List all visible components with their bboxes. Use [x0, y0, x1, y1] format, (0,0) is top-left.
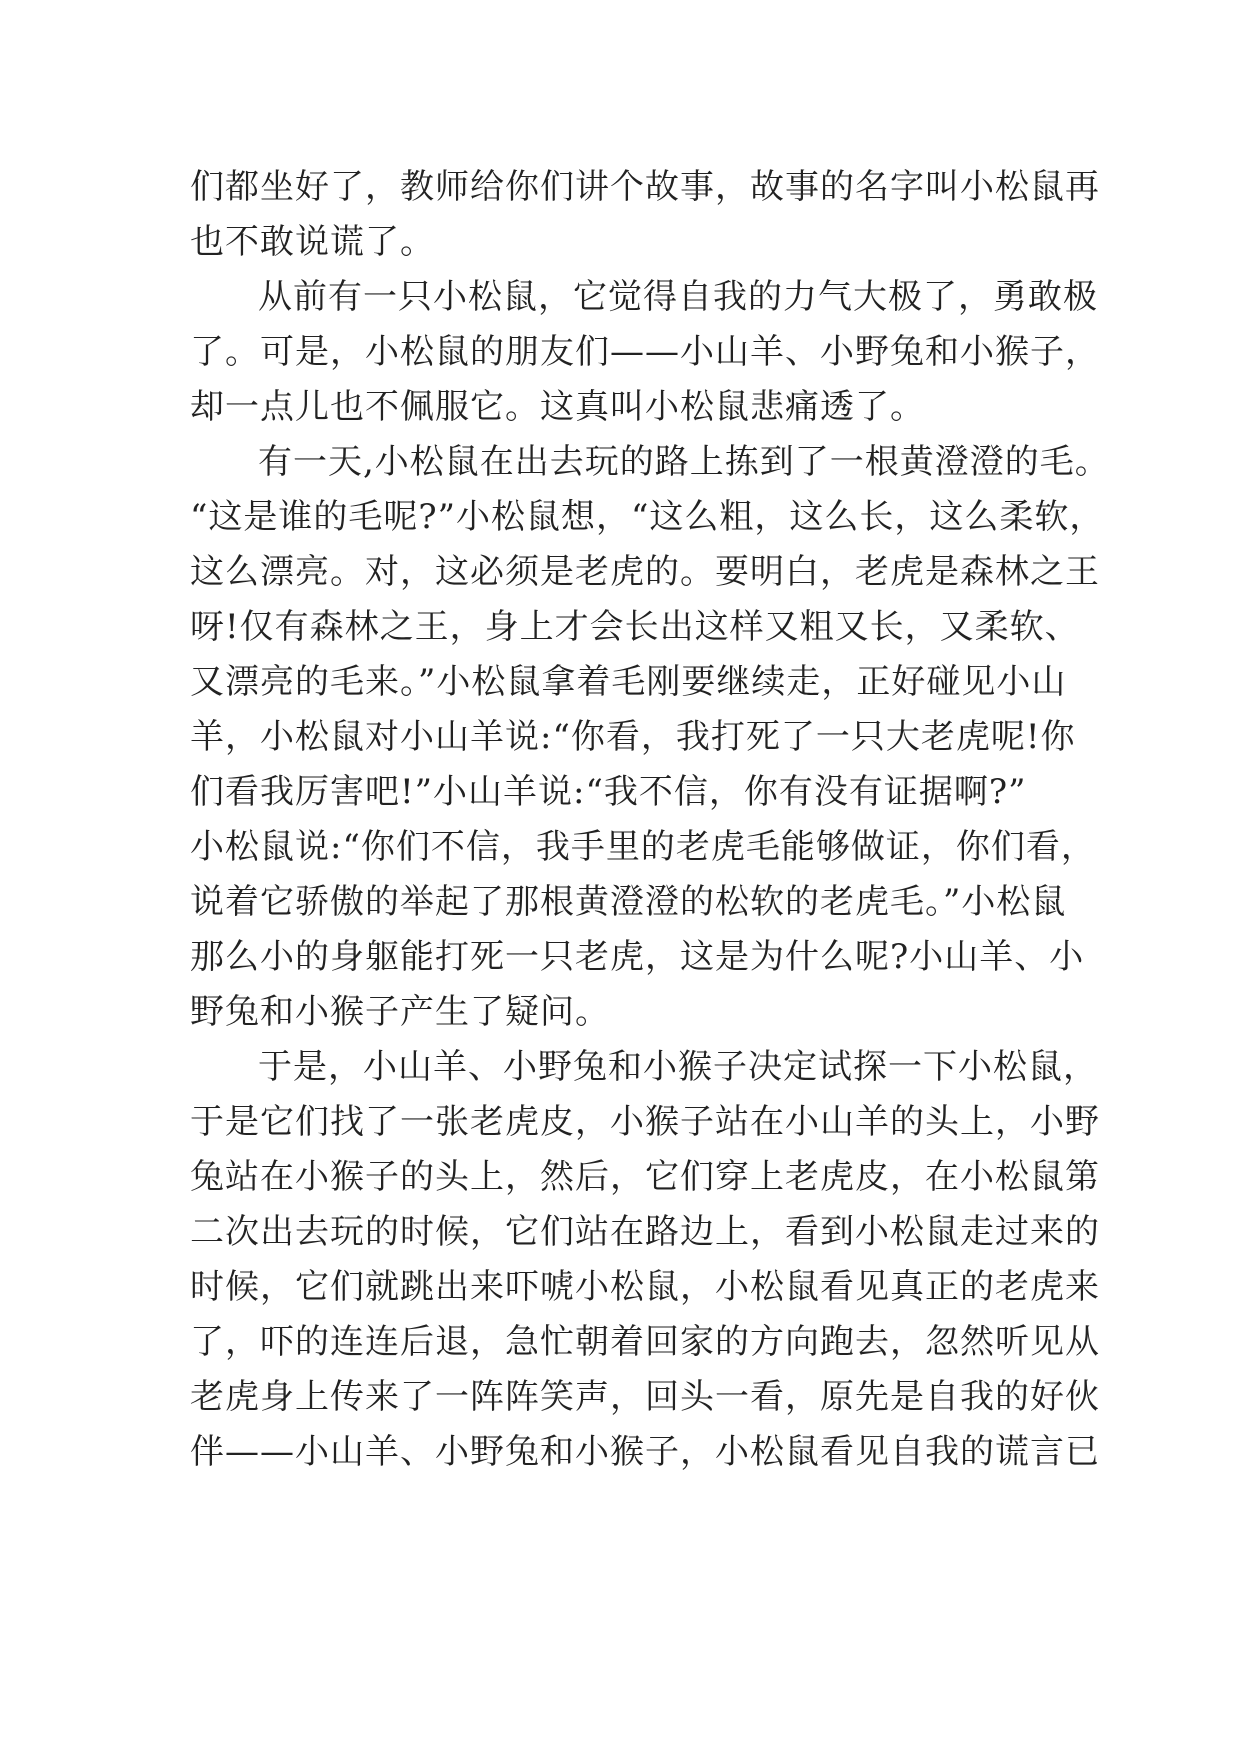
text-line: 于是，小山羊、小野兔和小猴子决定试探一下小松鼠，: [258, 1047, 1098, 1087]
text-line: 有一天,小松鼠在出去玩的路上拣到了一根黄澄澄的毛。: [258, 442, 1110, 482]
text-line: 从前有一只小松鼠，它觉得自我的力气大极了，勇敢极: [258, 277, 1098, 317]
text-line: 小松鼠说:“你们不信，我手里的老虎毛能够做证，你们看，: [190, 827, 1096, 867]
text-line: 野兔和小猴子产生了疑问。: [190, 992, 610, 1032]
text-line: 们都坐好了，教师给你们讲个故事，故事的名字叫小松鼠再: [190, 167, 1100, 207]
text-line: 们看我厉害吧!”小山羊说:“我不信，你有没有证据啊?”: [190, 772, 1027, 812]
text-line: 了，吓的连连后退，急忙朝着回家的方向跑去，忽然听见从: [190, 1322, 1100, 1362]
text-line: 又漂亮的毛来。”小松鼠拿着毛刚要继续走，正好碰见小山: [190, 662, 1067, 702]
text-line: 于是它们找了一张老虎皮，小猴子站在小山羊的头上，小野: [190, 1102, 1100, 1142]
story-text-block: [190, 160, 1110, 1480]
text-line: 老虎身上传来了一阵阵笑声，回头一看，原先是自我的好伙: [190, 1377, 1100, 1417]
text-line: 却一点儿也不佩服它。这真叫小松鼠悲痛透了。: [190, 387, 925, 427]
text-line: “这是谁的毛呢?”小松鼠想，“这么粗，这么长，这么柔软，: [190, 497, 1105, 537]
text-line: 羊，小松鼠对小山羊说:“你看，我打死了一只大老虎呢!你: [190, 717, 1076, 757]
text-line: 二次出去玩的时候，它们站在路边上，看到小松鼠走过来的: [190, 1212, 1100, 1252]
text-line: 兔站在小猴子的头上，然后，它们穿上老虎皮，在小松鼠第: [190, 1157, 1100, 1197]
text-line: 那么小的身躯能打死一只老虎，这是为什么呢?小山羊、小: [190, 937, 1085, 977]
text-line: 时候，它们就跳出来吓唬小松鼠，小松鼠看见真正的老虎来: [190, 1267, 1100, 1307]
text-line: 也不敢说谎了。: [190, 222, 435, 262]
text-line: 了。可是，小松鼠的朋友们——小山羊、小野兔和小猴子，: [190, 332, 1100, 372]
text-line: 伴——小山羊、小野兔和小猴子，小松鼠看见自我的谎言已: [190, 1432, 1100, 1472]
text-line: 说着它骄傲的举起了那根黄澄澄的松软的老虎毛。”小松鼠: [190, 882, 1067, 922]
text-line: 呀!仅有森林之王，身上才会长出这样又粗又长，又柔软、: [190, 607, 1080, 647]
text-line: 这么漂亮。对，这必须是老虎的。要明白，老虎是森林之王: [190, 552, 1100, 592]
